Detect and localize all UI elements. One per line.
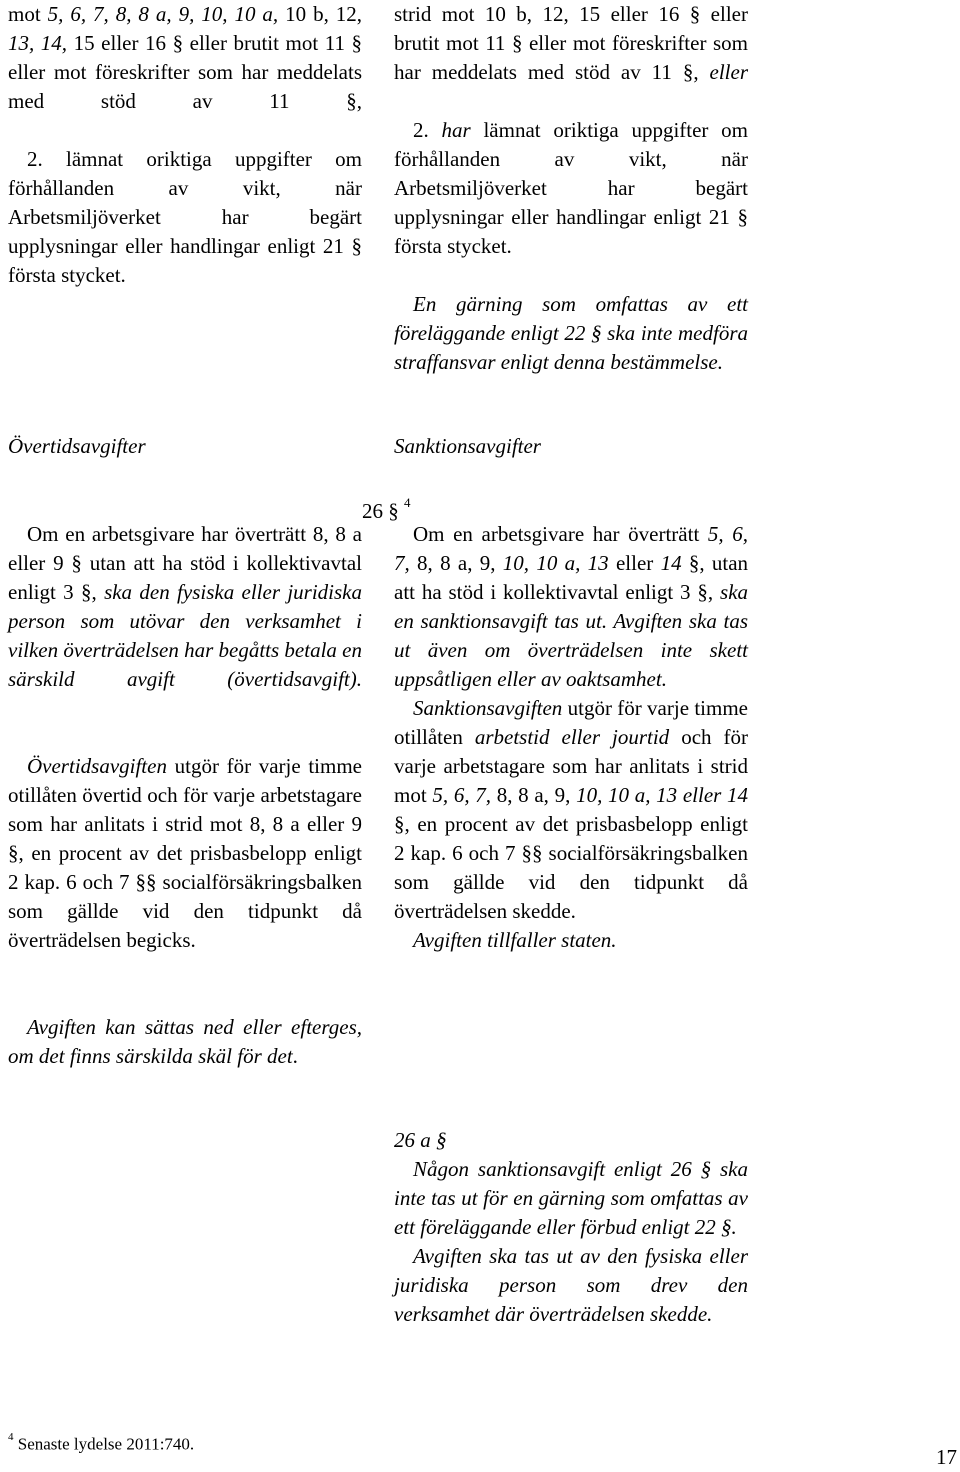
text-run-italic: 26 a § [394,1128,447,1152]
heading-overtidsavgifter: Övertidsavgifter [8,434,146,458]
footnote [8,1426,194,1459]
text-run-italic: Övertidsavgiften [27,754,167,778]
footnote-number: 4 [8,1431,14,1443]
text-run: §, en procent av det prisbasbelopp enligt 2 kap. 6 och 7 §§ socialförsäkringsbalken som gällde vid den tidpunkt då överträdelsen skedde. [394,812,748,923]
text-run-italic: 5, 6, 7, [394,522,749,575]
text-run-italic: 5, 6, 7, 8, 8 a, 9, 10, 10 a, [47,2,279,26]
heading-sanktionsavgifter: Sanktionsavgifter [394,434,541,458]
text-run: Om en arbetsgivare har överträtt [413,522,700,546]
text-run: mot [8,2,41,26]
text-run: strid mot 10 b, 12, 15 eller 16 § eller brutit mot 11 § eller mot föreskrifter som har meddelats med stöd av 11 §, [394,2,748,84]
text-run: 8, 8 a, 9, [417,551,496,575]
text-run-italic: 13, 14, [8,31,68,55]
right-main-column [394,520,748,955]
text-run-italic: ska den fysiska eller juridiska person som utövar den verksamhet i vilken överträdelsen har begåtts betala en särskild avgift (övertidsavgift). [8,580,362,691]
text-run-italic: Avgiften ska tas ut av den fysiska eller juridiska person som drev den verksamhet där överträdelsen skedde. [394,1244,748,1326]
footnote-text: Senaste lydelse 2011:740. [17,1434,195,1454]
text-run: utgör för varje timme otillåten [394,696,748,749]
right-top-paragraph-1 [394,0,748,116]
left-main-paragraph-3 [8,1013,362,1071]
text-run-italic: 10, 10 a, 13 eller 14 [576,783,749,807]
right-main-paragraph-1 [394,520,748,694]
text-run: och för varje arbetstagare som har anlitats i strid mot [394,725,749,807]
left-top-paragraph-1 [8,0,362,145]
page-number: 17 [936,1445,957,1469]
section-26a-number [394,1126,748,1155]
text-run-italic: eller [709,60,749,84]
right-main-paragraph-2 [394,694,748,926]
text-run: 15 eller 16 § eller brutit mot 11 § eller mot föreskrifter som har meddelats med stöd av 11 §, [8,31,363,113]
right-main-paragraph-3 [394,926,748,955]
left-main-paragraph-2 [8,752,362,955]
right-top-column [394,0,748,377]
text-run-italic: En gärning som omfattas av ett föreläggande enligt 22 § ska inte medföra straffansvar enligt denna bestämmelse. [394,292,748,374]
left-top-column [8,0,362,290]
text-run-italic: 5, 6, 7, [432,783,492,807]
right-top-paragraph-2 [394,116,748,261]
text-run-italic: ska en sanktionsavgift tas ut. Avgiften ska tas ut även om överträdelsen inte skett uppsåtligen eller av oaktsamhet. [394,580,749,691]
text-run-italic: Avgiften tillfaller staten. [413,928,617,952]
text-run: eller [615,551,654,575]
text-run-italic: 14 [660,551,682,575]
text-run-italic: Sanktionsavgiften [413,696,563,720]
text-run: 2. [413,118,429,142]
text-run-italic: Avgiften kan sättas ned eller efterges, om det finns särskilda skäl för det [8,1015,362,1068]
section-26a [394,1126,748,1329]
footnote-reference[interactable]: 4 [404,495,411,510]
text-run: §, utan att ha stöd i kollektivavtal enligt 3 §, [394,551,749,604]
text-run: Om en arbetsgivare har överträtt 8, 8 a eller 9 § utan att ha stöd i kollektivavtal enligt 3 §, [8,522,362,604]
text-run: 10 b, 12, [285,2,363,26]
left-main-column [8,520,362,1071]
text-run-italic: Någon sanktionsavgift enligt 26 § ska inte tas ut för en gärning som omfattas av ett föreläggande eller förbud enligt 22 §. [394,1157,748,1239]
right-top-paragraph-3 [394,290,748,377]
text-run: 8, 8 a, 9, [496,783,571,807]
text-run: . [292,1044,298,1068]
section-number-text: 26 § [362,499,399,523]
text-run-italic: har [441,118,471,142]
left-top-paragraph-2: 2. lämnat oriktiga uppgifter om förhållanden av vikt, när Arbetsmiljöverket har begärt upplysningar eller handlingar enligt 21 § första stycket. [8,147,362,287]
left-main-paragraph-1 [8,520,362,723]
text-run-italic: 10, 10 a, 13 [502,551,609,575]
section-26a-paragraph-2 [394,1242,748,1329]
text-run: lämnat oriktiga uppgifter om förhållanden av vikt, när Arbetsmiljöverket har begärt upplysningar eller handlingar enligt 21 § första stycket. [394,118,749,258]
text-run: utgör för varje timme otillåten övertid och för varje arbetstagare som har anlitats i strid mot 8, 8 a eller 9 §, en procent av det prisbasbelopp enligt 2 kap. 6 och 7 §§ socialförsäkringsbalken som gällde vid den tidpunkt då överträdelsen begicks. [8,754,363,952]
section-26a-paragraph-1 [394,1155,748,1242]
text-run-italic: arbetstid eller jourtid [474,725,670,749]
